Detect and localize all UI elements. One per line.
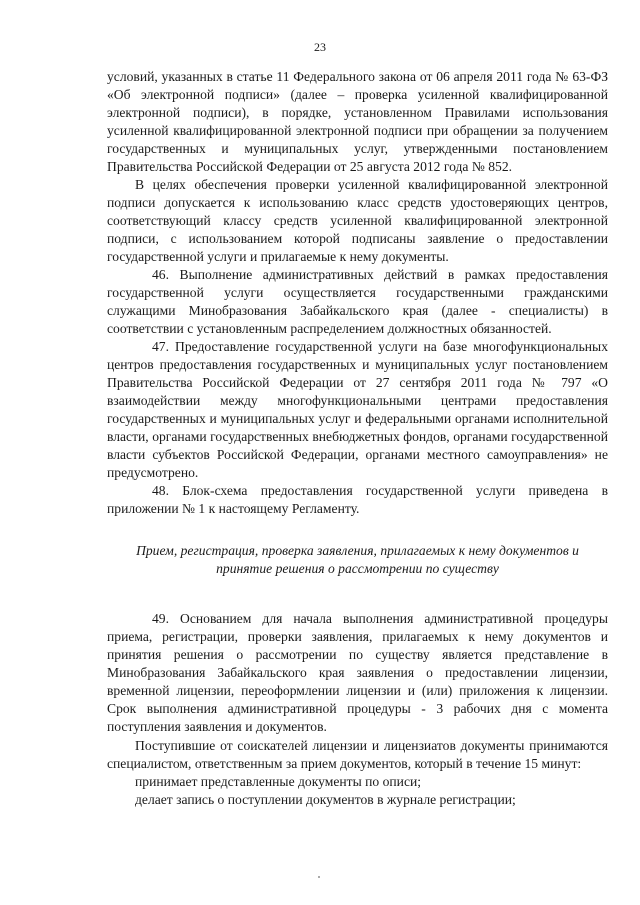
- paragraph-signature-check: В целях обеспечения проверки усиленной квалифицированной электронной подписи допускается к использованию класс средств удостоверяющих центров, соответствующий классу средств усиленной квалифицированной электронной подписи, с использованием которой подписаны заявление о предоставлении государственной услуги и прилагаемые к нему документы.: [107, 177, 608, 264]
- paragraph-47: 47. Предоставление государственной услуги на базе многофункциональных центров предоставления государственных и муниципальных услуг постановлением Правительства Российской Федерации от 27 сентября 2011 года № 797 «О взаимодействии между многофункциональными центрами предоставления государственных и муниципальных услуг и федеральными органами исполнительной власти, органами государственных внебюджетных фондов, органами государственной власти субъектов Российской Федерации, органами местного самоуправления» не предусмотрено.: [107, 339, 608, 480]
- scan-speck: [318, 876, 320, 878]
- paragraph-continuation: условий, указанных в статье 11 Федерального закона от 06 апреля 2011 года № 63-ФЗ «Об электронной подписи» (далее – проверка усиленной квалифицированной электронной подписи), в порядке, установленном Правилами использования усиленной квалифицированной электронной подписи при обращении за получением государственных и муниципальных услуг, утвержденными постановлением Правительства Российской Федерации от 25 августа 2012 года № 852.: [107, 69, 608, 174]
- list-item: принимает представленные документы по описи;: [135, 774, 422, 789]
- section-heading: Прием, регистрация, проверка заявления, прилагаемых к нему документов и принятие решения о рассмотрении по существу: [136, 543, 579, 576]
- document-body: [107, 68, 608, 809]
- page-number: 23: [314, 40, 326, 54]
- paragraph-received-docs: Поступившие от соискателей лицензии и лицензиатов документы принимаются специалистом, ответственным за прием документов, который в течение 15 минут:: [107, 738, 608, 771]
- list-item: делает запись о поступлении документов в журнале регистрации;: [135, 792, 516, 807]
- paragraph-49: 49. Основанием для начала выполнения административной процедуры приема, регистрации, проверки заявления, прилагаемых к нему документов и принятия решения о рассмотрении по существу является представление в Минобразования Забайкальского края заявления о предоставлении лицензии, временной лицензии, переоформлении лицензии и (или) приложения к лицензии. Срок выполнения административной процедуры - 3 рабочих дня с момента поступления заявления и документов.: [107, 611, 608, 734]
- paragraph-48: 48. Блок-схема предоставления государственной услуги приведена в приложении № 1 к настоящему Регламенту.: [107, 483, 608, 516]
- paragraph-46: 46. Выполнение административных действий в рамках предоставления государственной услуги осуществляется государственными гражданскими служащими Минобразования Забайкальского края (далее - специалисты) в соответствии с установленным распределением должностных обязанностей.: [107, 267, 608, 336]
